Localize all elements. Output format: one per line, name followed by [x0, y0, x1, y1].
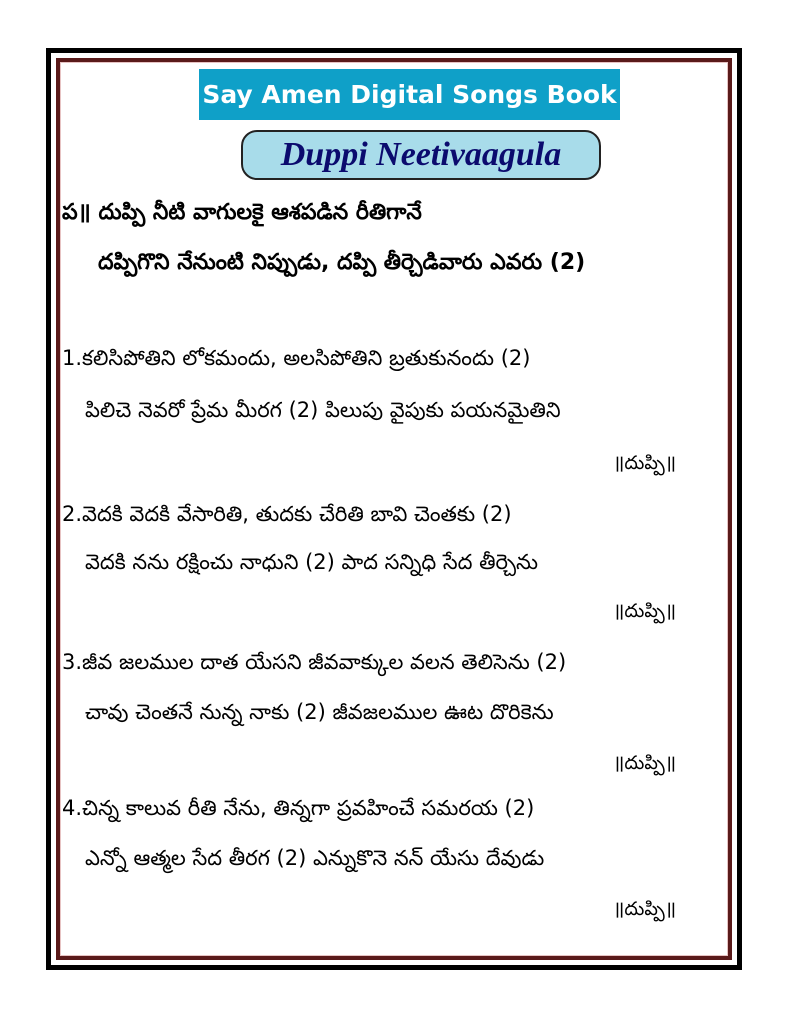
song-title: Duppi Neetivaagula — [241, 130, 601, 180]
verse-1-refrain: ॥దుప్పి॥ — [613, 452, 677, 474]
pallavi-line-2: దప్పిగొని నేనుంటి నిప్పుడు, దప్పి తీర్చెడివారు ఎవరు (2) — [98, 250, 586, 275]
verse-3-refrain: ॥దుప్పి॥ — [613, 752, 677, 774]
verse-1-line-2: పిలిచె నెవరో ప్రేమ మీరగ (2) పిలుపు వైపుకు పయనమైతిని — [85, 398, 561, 422]
verse-2-line-1: 2.వెదకి వెదకి వేసారితి, తుదకు చేరితి బావి చెంతకు (2) — [62, 502, 512, 526]
verse-4-refrain: ॥దుప్పి॥ — [613, 898, 677, 920]
pallavi-line-1: ప॥ దుప్పి నీటి వాగులకై ఆశపడిన రీతిగానే — [62, 200, 422, 225]
verse-3-line-1: 3.జీవ జలముల దాత యేసని జీవవాక్కుల వలన తెలిసెను (2) — [62, 650, 567, 674]
verse-2-line-2: వెదకి నను రక్షించు నాధుని (2) పాద సన్నిధి సేద తీర్చెను — [85, 550, 539, 574]
songbook-banner: Say Amen Digital Songs Book — [199, 69, 620, 120]
verse-4-line-1: 4.చిన్న కాలువ రీతి నేను, తిన్నగా ప్రవహించే సమరయ (2) — [62, 796, 535, 820]
verse-3-line-2: చావు చెంతనే నున్న నాకు (2) జీవజలముల ఊట దొరికెను — [85, 700, 554, 724]
verse-4-line-2: ఎన్నో ఆత్మల సేద తీరగ (2) ఎన్నుకొనె నన్ యేసు దేవుడు — [85, 846, 545, 870]
verse-1-line-1: 1.కలిసిపోతిని లోకమందు, అలసిపోతిని బ్రతుకునందు (2) — [62, 346, 531, 370]
verse-2-refrain: ॥దుప్పి॥ — [613, 600, 677, 622]
